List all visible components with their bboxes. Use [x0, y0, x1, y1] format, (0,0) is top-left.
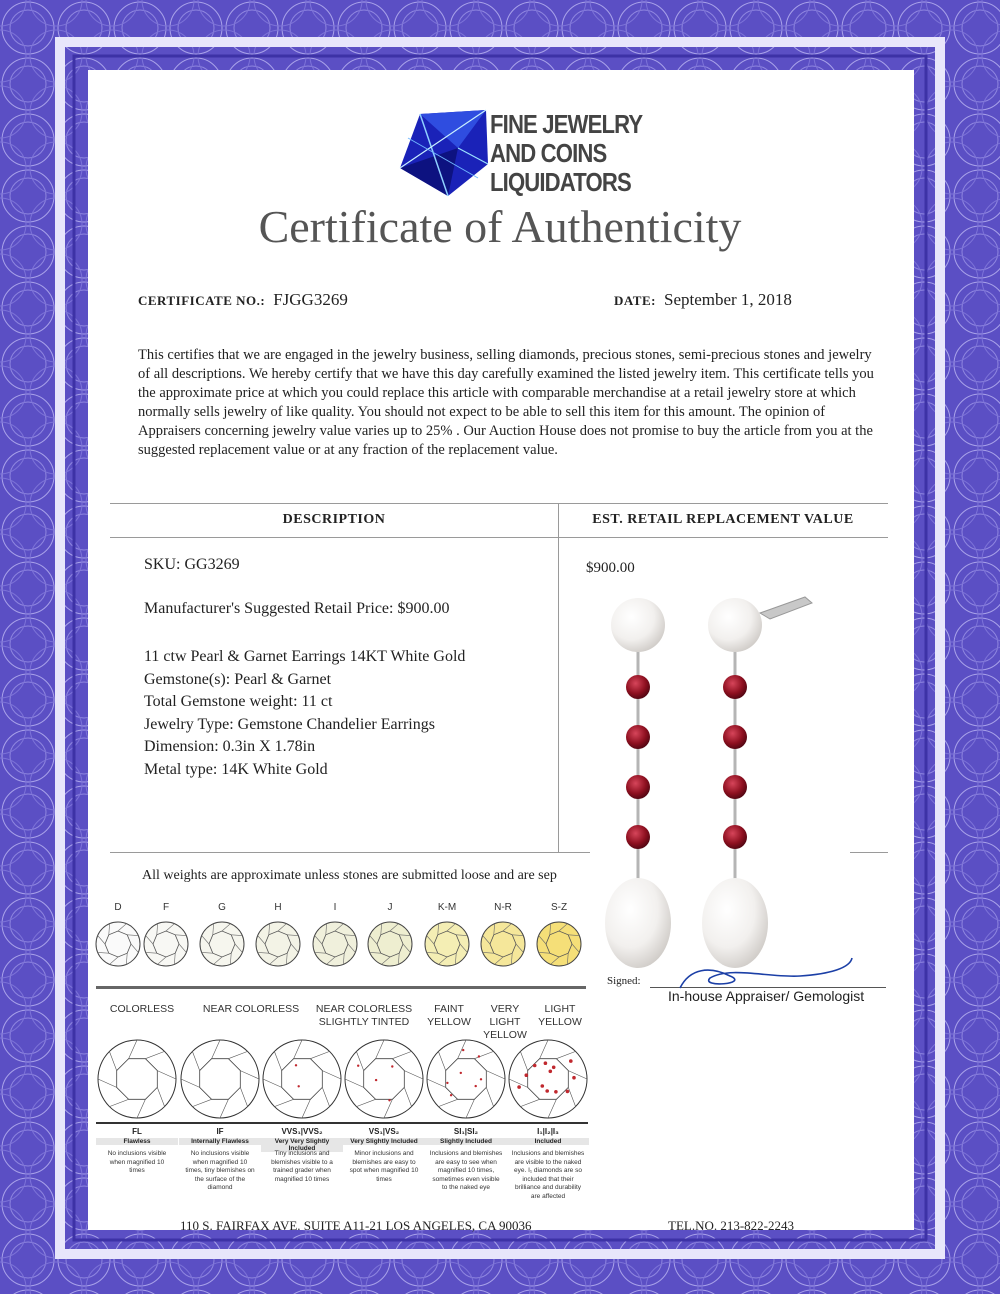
clarity-description-line: Tiny inclusions and: [274, 1150, 330, 1157]
logo-line-1: FINE JEWELRY: [490, 109, 643, 139]
clarity-description-line: times, tiny blemishes on: [185, 1167, 255, 1174]
color-category-line: NEAR COLORLESS: [202, 1003, 300, 1015]
clarity-name: Internally Flawless: [179, 1138, 261, 1145]
inclusion-mark: [478, 1055, 480, 1057]
inclusion-mark: [533, 1064, 537, 1068]
inclusion-mark: [544, 1061, 548, 1065]
color-grade-diamond: [537, 922, 581, 966]
inclusion-mark: [517, 1085, 521, 1089]
color-grade-letter: S-Z: [550, 902, 568, 913]
color-category-line: LIGHT: [544, 1003, 576, 1015]
clarity-description-line: to the naked eye: [441, 1184, 491, 1191]
inclusion-mark: [295, 1064, 297, 1066]
color-category-line: YELLOW: [538, 1016, 582, 1028]
detail-line: Metal type: 14K White Gold: [144, 760, 328, 778]
inclusion-mark: [388, 1099, 390, 1101]
msrp: Manufacturer's Suggested Retail Price: $900.00: [144, 600, 450, 617]
inclusion-mark: [357, 1065, 359, 1067]
footer-phone: TEL.NO. 213-822-2243: [668, 1218, 795, 1233]
inclusion-mark: [569, 1059, 573, 1063]
clarity-description: [179, 1150, 261, 1193]
clarity-description-line: trained grader when: [273, 1167, 331, 1174]
clarity-description-line: spot when magnified 10: [349, 1167, 419, 1174]
inclusion-mark: [446, 1082, 448, 1084]
clarity-name: Flawless: [96, 1138, 178, 1145]
table-header-rule: [110, 537, 888, 538]
inclusion-mark: [572, 1076, 576, 1080]
color-category-line: YELLOW: [483, 1029, 527, 1041]
sku: SKU: GG3269: [144, 556, 240, 573]
inclusion-mark: [480, 1078, 482, 1080]
inclusion-mark: [566, 1090, 570, 1094]
clarity-code: SI₁|SI₂: [453, 1127, 479, 1136]
inclusion-mark: [525, 1073, 529, 1077]
certificate-label: CERTIFICATE NO.:: [138, 293, 266, 308]
detail-line: Jewelry Type: Gemstone Chandelier Earrings: [144, 715, 435, 733]
clarity-code: IF: [216, 1127, 224, 1136]
inclusion-mark: [552, 1066, 556, 1070]
clarity-description-line: magnified 10 times,: [437, 1167, 495, 1174]
table-column-divider: [558, 503, 559, 853]
clarity-description-line: magnified 10 times: [274, 1175, 330, 1183]
clarity-name: Very Slightly Included: [343, 1138, 425, 1145]
color-category-label: [534, 1003, 586, 1029]
color-grade-letter: I: [333, 902, 337, 913]
item-details: [144, 646, 465, 781]
clarity-code: VVS₁|VVS₂: [281, 1127, 323, 1136]
clarity-description-line: brilliance and durability: [514, 1184, 582, 1191]
color-category-line: VERY LIGHT: [489, 1003, 521, 1028]
color-category-line: COLORLESS: [109, 1003, 175, 1015]
clarity-description-line: blemishes visible to a: [271, 1158, 333, 1166]
clarity-code: I₁|I₂|I₃: [537, 1127, 559, 1136]
clarity-code: FL: [132, 1127, 142, 1136]
color-grade-diamond: [313, 922, 357, 966]
color-scale-diamonds: [92, 916, 592, 976]
clarity-description-line: times: [376, 1175, 392, 1183]
clarity-description-line: Inclusions and blemishes: [429, 1150, 503, 1157]
clarity-name: Included: [507, 1138, 589, 1145]
color-scale-rule: [96, 986, 586, 989]
inclusion-mark: [391, 1065, 393, 1067]
clarity-description-line: the surface of the: [194, 1175, 246, 1183]
inclusion-mark: [298, 1085, 300, 1087]
certificate-number: [138, 290, 348, 310]
certificate-date: [614, 290, 792, 310]
inclusion-mark: [545, 1089, 549, 1093]
color-category-label: [424, 1003, 474, 1029]
logo-wordmark: [490, 110, 642, 197]
clarity-description-line: are affected: [530, 1192, 566, 1200]
signed-label: Signed:: [607, 975, 641, 987]
color-grade-letter: H: [274, 902, 282, 913]
appraiser-title: In-house Appraiser/ Gemologist: [668, 988, 865, 1004]
detail-line: Dimension: 0.3in X 1.78in: [144, 738, 316, 755]
value-header: EST. RETAIL REPLACEMENT VALUE: [592, 512, 854, 527]
inclusion-mark: [375, 1079, 377, 1081]
inclusion-mark: [554, 1090, 558, 1094]
clarity-description-line: No inclusions visible: [107, 1150, 167, 1157]
clarity-name: Slightly Included: [425, 1138, 507, 1145]
inclusion-mark: [475, 1085, 477, 1087]
clarity-scale-rule: [96, 1122, 588, 1124]
color-grade-diamond: [481, 922, 525, 966]
earrings-photo: [590, 585, 850, 980]
clarity-description-line: Minor inclusions and: [354, 1150, 414, 1157]
date-label: DATE:: [614, 293, 656, 308]
clarity-scale-diamonds: [95, 1035, 593, 1125]
detail-line: Gemstone(s): Pearl & Garnet: [144, 670, 332, 688]
color-category-label: [96, 1003, 188, 1016]
logo-line-2: AND COINS: [490, 138, 607, 168]
clarity-description-line: are easy to see when: [435, 1158, 497, 1166]
detail-line: 11 ctw Pearl & Garnet Earrings 14KT White Gold: [144, 648, 466, 665]
clarity-description-line: eye. I₁ diamonds are so: [514, 1167, 582, 1174]
logo-line-3: LIQUIDATORS: [490, 167, 631, 197]
color-category-line: YELLOW: [427, 1016, 471, 1028]
clarity-description-line: No inclusions visible: [190, 1150, 250, 1157]
clarity-description: [96, 1150, 178, 1176]
footer-address: 110 S. FAIRFAX AVE. SUITE A11-21 LOS ANGELES, CA 90036: [180, 1218, 532, 1233]
certificate-value: FJGG3269: [273, 290, 348, 309]
clarity-description-line: sometimes even visible: [432, 1175, 500, 1183]
clarity-description-line: times: [129, 1167, 145, 1174]
date-value: September 1, 2018: [663, 290, 792, 309]
color-grade-letter: N-R: [494, 902, 512, 913]
clarity-description-line: when magnified 10: [109, 1158, 165, 1166]
table-top-rule: [110, 503, 888, 504]
clarity-description: [343, 1150, 425, 1184]
clarity-description-line: are visible to the naked: [514, 1158, 582, 1166]
page-title: Certificate of Authenticity: [258, 201, 742, 252]
color-category-line: FAINT: [434, 1003, 464, 1015]
clarity-name: Very Very Slightly Included: [261, 1138, 343, 1152]
color-grade-diamond: [256, 922, 300, 966]
color-grade-diamond: [96, 922, 140, 966]
inclusion-mark: [450, 1094, 452, 1096]
inclusion-mark: [541, 1084, 545, 1088]
weights-note: All weights are approximate unless stones are submitted loose and are sep: [142, 868, 557, 883]
color-grade-diamond: [200, 922, 244, 966]
color-grade-letter: G: [218, 902, 226, 913]
color-grade-letter: K-M: [437, 902, 457, 913]
certificate-statement: This certifies that we are engaged in the jewelry business, selling diamonds, precious stones, semi-precious stones and jewelry of all descriptions. We hereby certify that we have this day carefully examined the listed jewelry item. This certificate tells you the approximate price at which you could replace this article with comparable merchandise at a retail jewelry store at which normally sells jewelry of like quality. You should not expect to be able to sell this item for this amount. The opinion of Appraisers concerning jewelry value varies up to 25% . Our Auction House does not promise to buy the article from you at the suggested replacement value or at any fraction of the replacement value.: [138, 347, 874, 458]
color-grade-letter: D: [114, 902, 122, 913]
inclusion-mark: [460, 1072, 462, 1074]
color-category-label: [196, 1003, 306, 1016]
clarity-code: VS₁|VS₂: [368, 1127, 400, 1136]
clarity-description-line: diamond: [207, 1184, 233, 1191]
color-grade-diamond: [368, 922, 412, 966]
color-category-label: [306, 1003, 422, 1029]
inclusion-mark: [462, 1049, 464, 1051]
clarity-description: [507, 1150, 589, 1201]
clarity-description-line: blemishes are easy to: [352, 1158, 416, 1166]
color-grade-letter: J: [387, 902, 393, 913]
detail-line: Total Gemstone weight: 11 ct: [144, 693, 333, 710]
color-grade-letter: F: [162, 902, 170, 913]
inclusion-mark: [549, 1070, 553, 1074]
clarity-description-line: when magnified 10: [192, 1158, 248, 1166]
color-grade-diamond: [144, 922, 188, 966]
color-grade-diamond: [425, 922, 469, 966]
color-category-line: SLIGHTLY TINTED: [318, 1016, 410, 1028]
clarity-description: [261, 1150, 343, 1184]
clarity-description-line: Inclusions and blemishes: [511, 1150, 585, 1157]
clarity-description-line: included that their: [522, 1175, 574, 1183]
replacement-value: $900.00: [586, 560, 635, 576]
description-header: DESCRIPTION: [282, 512, 386, 527]
color-category-line: NEAR COLORLESS: [315, 1003, 413, 1015]
clarity-description: [425, 1150, 507, 1193]
